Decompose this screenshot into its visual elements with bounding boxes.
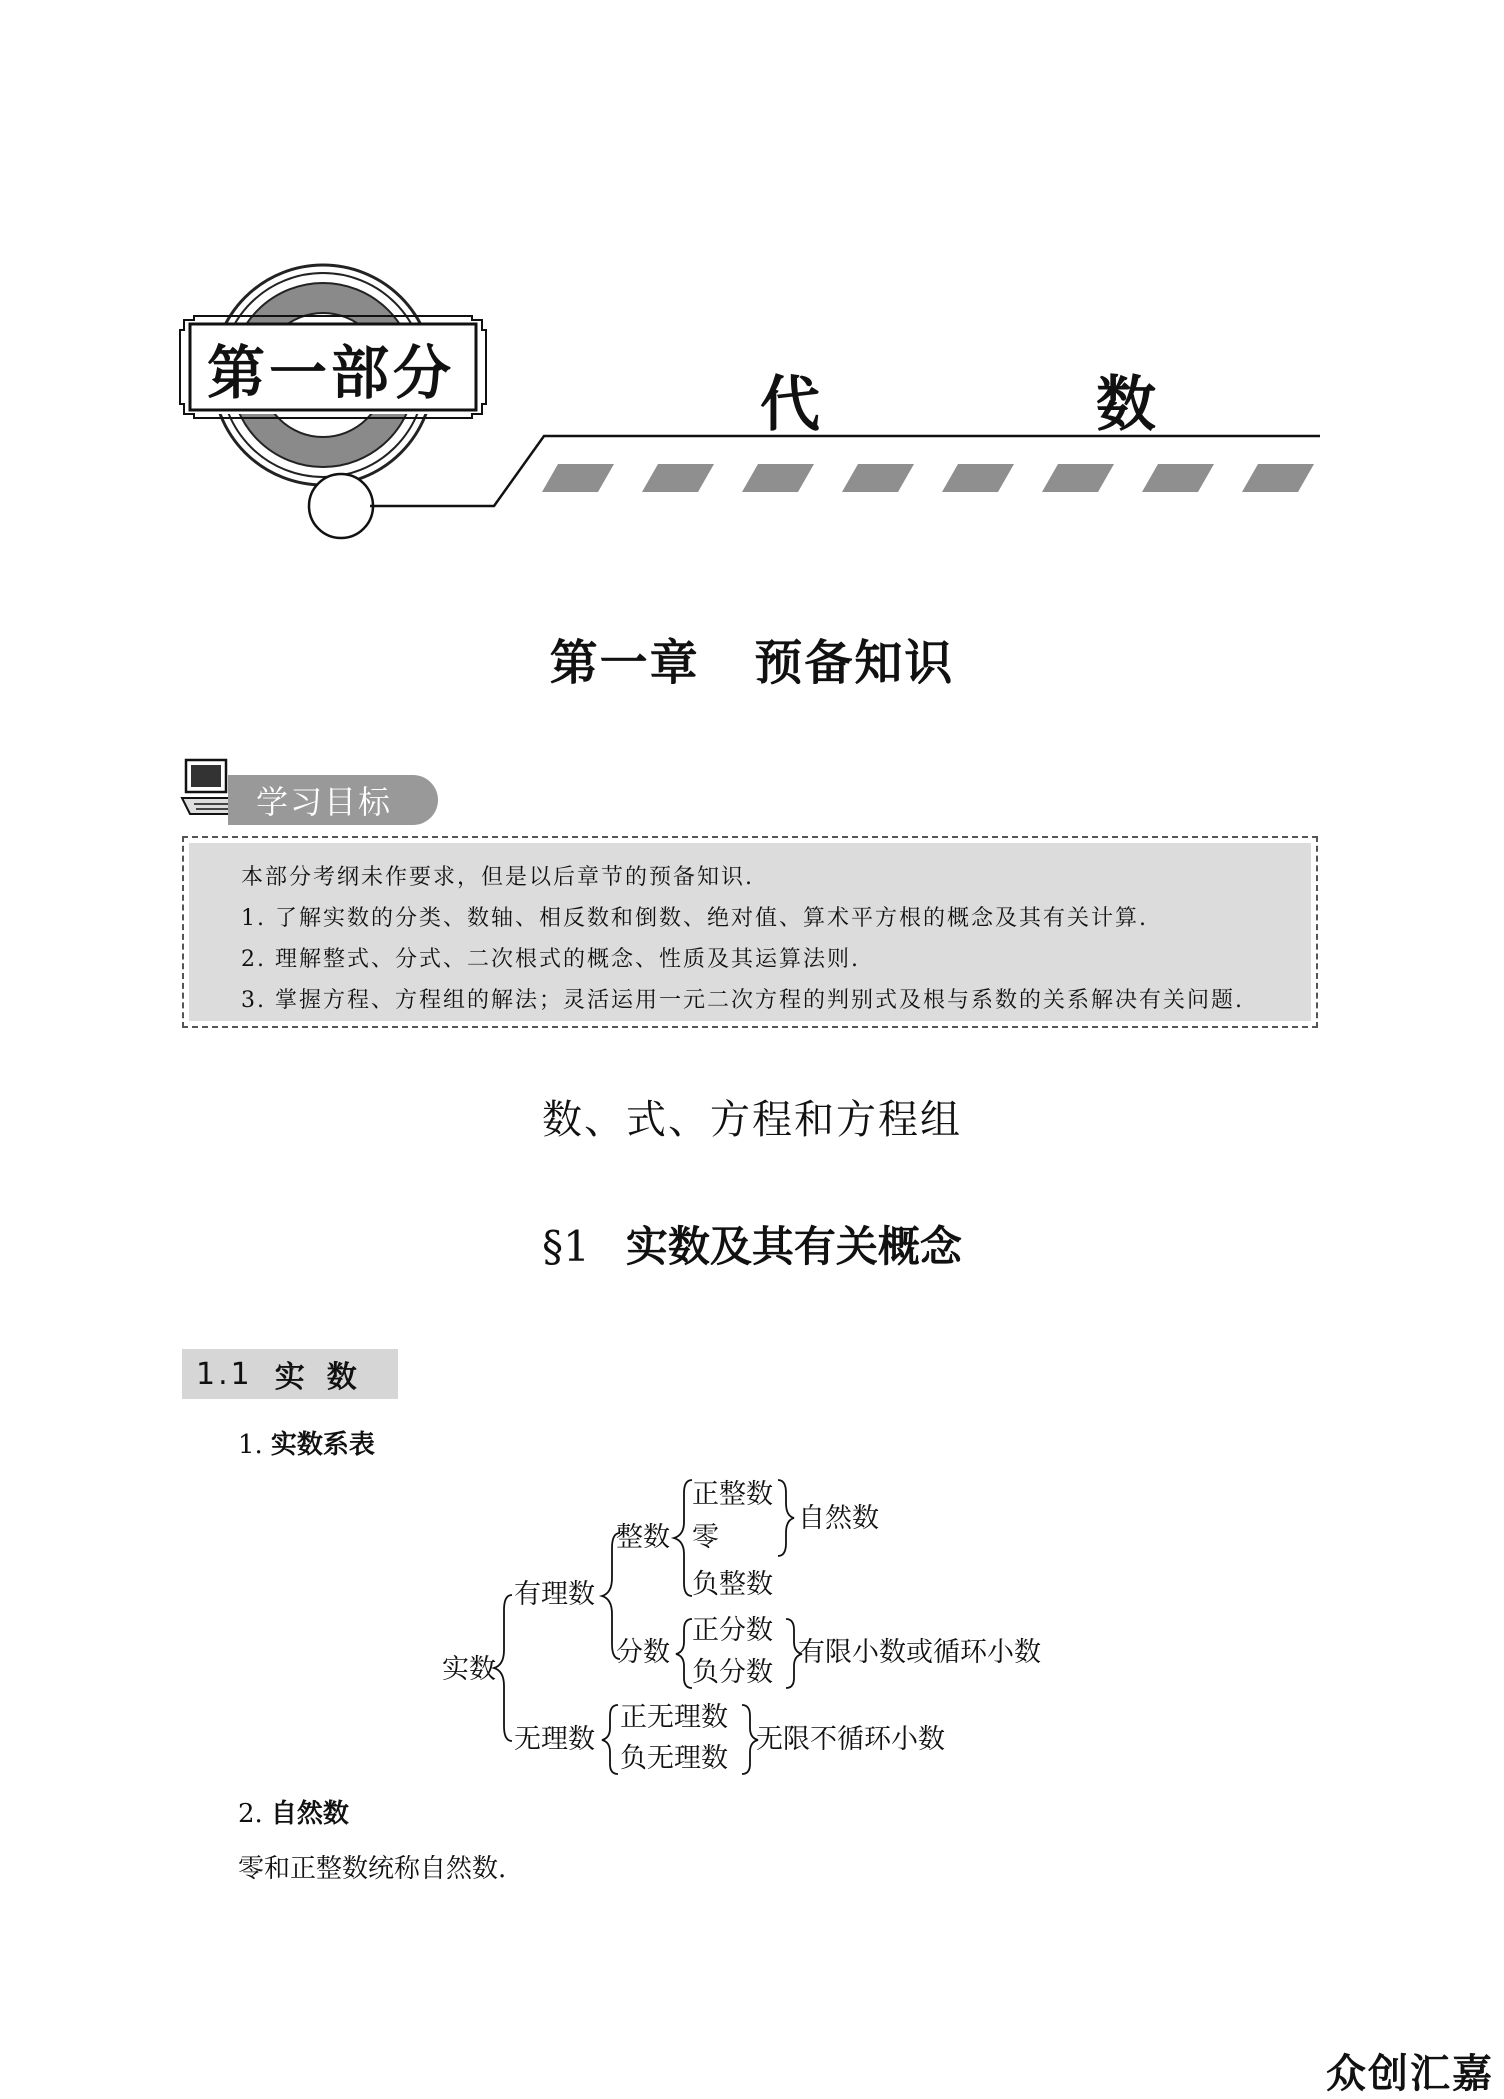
item-number: 1.	[238, 1430, 263, 1460]
natural-number-definition: 零和正整数统称自然数.	[238, 1854, 507, 1884]
tree-node: 有限小数或循环小数	[798, 1637, 1041, 1668]
tree-node: 正分数	[692, 1615, 773, 1646]
tree-node: 零	[692, 1522, 719, 1553]
section-name: 实数及其有关概念	[625, 1222, 962, 1271]
tree-node: 无限不循环小数	[756, 1724, 945, 1755]
part-title-char: 代	[760, 370, 824, 440]
item-title: 实数系表	[270, 1430, 375, 1460]
tree-node: 有理数	[514, 1579, 595, 1610]
tree-node: 分数	[616, 1637, 670, 1668]
objective-line: 2. 理解整式、分式、二次根式的概念、性质及其运算法则.	[241, 947, 860, 972]
chapter-name: 预备知识	[754, 635, 955, 691]
tree-node: 负无理数	[620, 1743, 728, 1774]
item-title: 自然数	[270, 1799, 349, 1829]
tree-node: 正整数	[692, 1479, 773, 1510]
objectives-tag: 学习目标	[228, 775, 438, 825]
tree-root: 实数	[442, 1654, 496, 1685]
footer-logo: 众创汇嘉	[1326, 2051, 1494, 2097]
section-heading: 数、式、方程和方程组	[542, 1097, 962, 1143]
tree-node: 负分数	[692, 1657, 773, 1688]
chapter-number: 第一章	[549, 635, 700, 691]
objective-line: 本部分考纲未作要求，但是以后章节的预备知识.	[241, 865, 754, 890]
part-title-char: 数	[1096, 370, 1160, 440]
section-number: §1	[542, 1222, 590, 1271]
item-heading	[238, 1793, 349, 1830]
subsection-title: 实数	[274, 1360, 379, 1395]
objective-line: 3. 掌握方程、方程组的解法；灵活运用一元二次方程的判别式及根与系数的关系解决有关问题.	[241, 988, 1244, 1013]
tree-node: 无理数	[514, 1724, 595, 1755]
part-label: 第一部分	[206, 339, 455, 407]
objective-line: 1. 了解实数的分类、数轴、相反数和倒数、绝对值、算术平方根的概念及其有关计算.	[241, 906, 1148, 931]
tree-node: 自然数	[798, 1503, 879, 1534]
subsection-number: 1.1	[196, 1356, 253, 1392]
tree-node: 整数	[616, 1522, 670, 1553]
tree-node: 正无理数	[620, 1702, 728, 1733]
tree-node: 负整数	[692, 1569, 773, 1600]
item-number: 2.	[238, 1799, 263, 1829]
